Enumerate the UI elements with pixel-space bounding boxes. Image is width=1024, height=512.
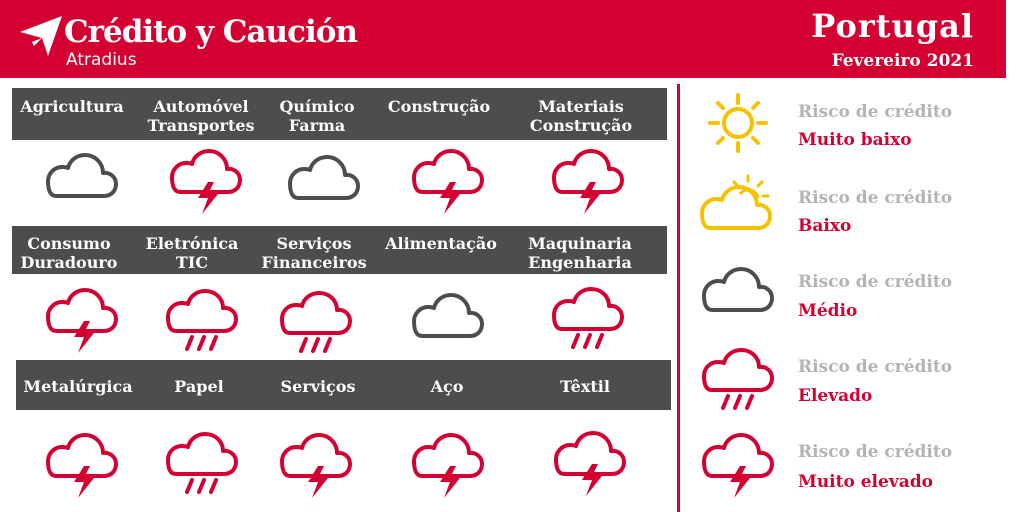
sector-label: Químico Farma [279,97,355,135]
country-title: Portugal [811,7,974,45]
cloud-icon [42,150,118,202]
rain-cloud-icon [698,346,776,412]
legend-level: Muito elevado [798,472,933,492]
sector-label: Materiais Construção [529,97,633,135]
storm-cloud-icon [408,146,486,218]
sector-label: Serviços Financeiros [261,234,367,272]
storm-cloud-icon [276,430,354,502]
legend-title: Risco de crédito [798,357,953,377]
legend-title: Risco de crédito [798,102,953,122]
sector-label: Metalúrgica [23,377,133,396]
storm-cloud-icon [166,146,244,218]
legend-title: Risco de crédito [798,272,953,292]
legend-level: Elevado [798,386,873,406]
sector-label: Papel [174,377,224,396]
sector-label: Serviços [280,377,356,396]
legend-level: Muito baixo [798,130,912,150]
storm-cloud-icon [548,146,626,218]
sun-cloud-icon [696,172,776,234]
cloud-icon [408,290,484,342]
sun-icon [704,92,772,154]
sector-label: Consumo Duradouro [20,234,118,272]
storm-cloud-icon [42,430,120,502]
plane-logo-icon [18,12,64,58]
brand-subname: Atradius [66,50,137,70]
legend-level: Baixo [798,216,852,236]
report-date: Fevereiro 2021 [831,51,974,71]
rain-cloud-icon [548,285,626,351]
legend-title: Risco de crédito [798,442,953,462]
rain-cloud-icon [162,430,240,496]
storm-cloud-icon [698,430,776,502]
cloud-icon [284,152,360,204]
sector-label: Construção [387,97,491,116]
legend-title: Risco de crédito [798,188,953,208]
legend-level: Médio [798,301,858,321]
sector-label: Têxtil [560,377,610,396]
brand-name: Crédito y Caución [64,14,357,50]
sector-label: Alimentação [385,234,497,253]
header-edge [1006,0,1024,78]
cloud-icon [698,264,774,316]
rain-cloud-icon [162,287,240,353]
sector-label: Automóvel Transportes [147,97,255,135]
storm-cloud-icon [408,430,486,502]
sector-label: Aço [430,377,464,396]
header-banner [0,0,1024,78]
sector-label: Agricultura [20,97,124,116]
sector-label: Maquinaria Engenharia [528,234,632,272]
legend-divider [677,84,680,512]
sector-label: Eletrónica TIC [145,234,239,272]
storm-cloud-icon [550,428,628,500]
rain-cloud-icon [276,289,354,355]
storm-cloud-icon [42,285,120,357]
